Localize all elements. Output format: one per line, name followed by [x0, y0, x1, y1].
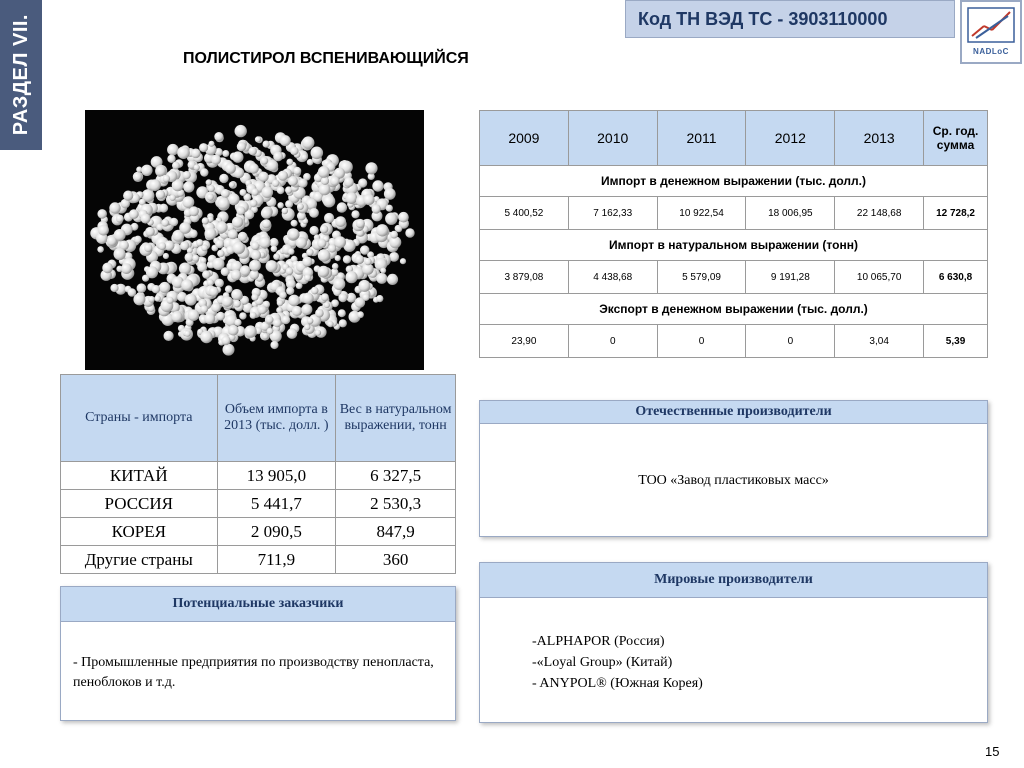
- import-value-label: Импорт в денежном выражении (тыс. долл.): [480, 166, 988, 197]
- table-row: [61, 518, 456, 546]
- table-cell: 2 090,5: [217, 518, 336, 546]
- panel-title: Мировые производители: [480, 563, 987, 598]
- table-cell: 3,04: [835, 325, 924, 358]
- column-header: Объем импорта в 2013 (тыс. долл. ): [217, 375, 336, 462]
- customers-text: - Промышленные предприятия по производству пенопласта, пеноблоков и т.д.: [73, 655, 434, 690]
- page-number: 15: [985, 744, 1000, 759]
- country-cell: Другие страны: [61, 546, 218, 574]
- country-cell: РОССИЯ: [61, 490, 218, 518]
- list-item: -«Loyal Group» (Китай): [532, 655, 673, 670]
- year-header: 2009: [480, 111, 569, 166]
- avg-cell: 12 728,2: [924, 197, 988, 230]
- section-header-row: [480, 230, 988, 261]
- table-cell: 360: [336, 546, 456, 574]
- table-cell: 711,9: [217, 546, 336, 574]
- country-cell: КОРЕЯ: [61, 518, 218, 546]
- world-producers-list: [532, 631, 703, 694]
- section-label: РАЗДЕЛ VII.: [9, 14, 32, 136]
- section-header-row: [480, 294, 988, 325]
- section-header-row: [480, 166, 988, 197]
- world-producers-panel: [479, 562, 988, 723]
- table-row: [480, 261, 988, 294]
- panel-title: Потенциальные заказчики: [61, 587, 455, 622]
- table-cell: 7 162,33: [568, 197, 657, 230]
- year-header: 2010: [568, 111, 657, 166]
- table-cell: 9 191,28: [746, 261, 835, 294]
- table-cell: 4 438,68: [568, 261, 657, 294]
- country-cell: КИТАЙ: [61, 462, 218, 490]
- domestic-producers-panel: [479, 400, 988, 537]
- table-cell: 2 530,3: [336, 490, 456, 518]
- hs-code-box: [625, 0, 955, 38]
- table-cell: 10 922,54: [657, 197, 746, 230]
- table-cell: 3 879,08: [480, 261, 569, 294]
- domestic-producer-text: ТОО «Завод пластиковых масс»: [638, 473, 829, 488]
- table-row: [61, 490, 456, 518]
- year-header: 2011: [657, 111, 746, 166]
- polystyrene-beads-image: [85, 110, 424, 370]
- list-item: -ALPHAPOR (Россия): [532, 634, 665, 649]
- table-cell: 23,90: [480, 325, 569, 358]
- column-header: Страны - импорта: [61, 375, 218, 462]
- avg-header: Ср. год. сумма: [924, 111, 988, 166]
- import-volume-label: Импорт в натуральном выражении (тонн): [480, 230, 988, 261]
- page-title: ПОЛИСТИРОЛ ВСПЕНИВАЮЩИЙСЯ: [183, 50, 469, 67]
- stats-header-row: [480, 111, 988, 166]
- table-cell: 0: [657, 325, 746, 358]
- table-row: [480, 197, 988, 230]
- avg-cell: 5,39: [924, 325, 988, 358]
- logo-text: NADLoC: [973, 47, 1009, 56]
- table-cell: 847,9: [336, 518, 456, 546]
- table-cell: 5 441,7: [217, 490, 336, 518]
- list-item: - ANYPOL® (Южная Корея): [532, 676, 703, 691]
- hs-code-label: Код ТН ВЭД ТС - 3903110000: [638, 8, 888, 29]
- table-cell: 0: [568, 325, 657, 358]
- year-header: 2012: [746, 111, 835, 166]
- table-row: [61, 462, 456, 490]
- table-cell: 5 579,09: [657, 261, 746, 294]
- import-countries-table: [60, 374, 456, 574]
- table-cell: 18 006,95: [746, 197, 835, 230]
- table-cell: 22 148,68: [835, 197, 924, 230]
- table-cell: 6 327,5: [336, 462, 456, 490]
- table-cell: 0: [746, 325, 835, 358]
- potential-customers-panel: [60, 586, 456, 721]
- table-cell: 5 400,52: [480, 197, 569, 230]
- import-header-row: [61, 375, 456, 462]
- year-header: 2013: [835, 111, 924, 166]
- table-row: [480, 325, 988, 358]
- logo: [960, 0, 1022, 64]
- table-cell: 10 065,70: [835, 261, 924, 294]
- avg-cell: 6 630,8: [924, 261, 988, 294]
- column-header: Вес в натуральном выражении, тонн: [336, 375, 456, 462]
- stats-table: [479, 110, 988, 358]
- section-tab: [0, 0, 42, 150]
- product-photo: [85, 110, 424, 370]
- export-value-label: Экспорт в денежном выражении (тыс. долл.): [480, 294, 988, 325]
- panel-title: Отечественные производители: [480, 401, 987, 424]
- table-row: [61, 546, 456, 574]
- table-cell: 13 905,0: [217, 462, 336, 490]
